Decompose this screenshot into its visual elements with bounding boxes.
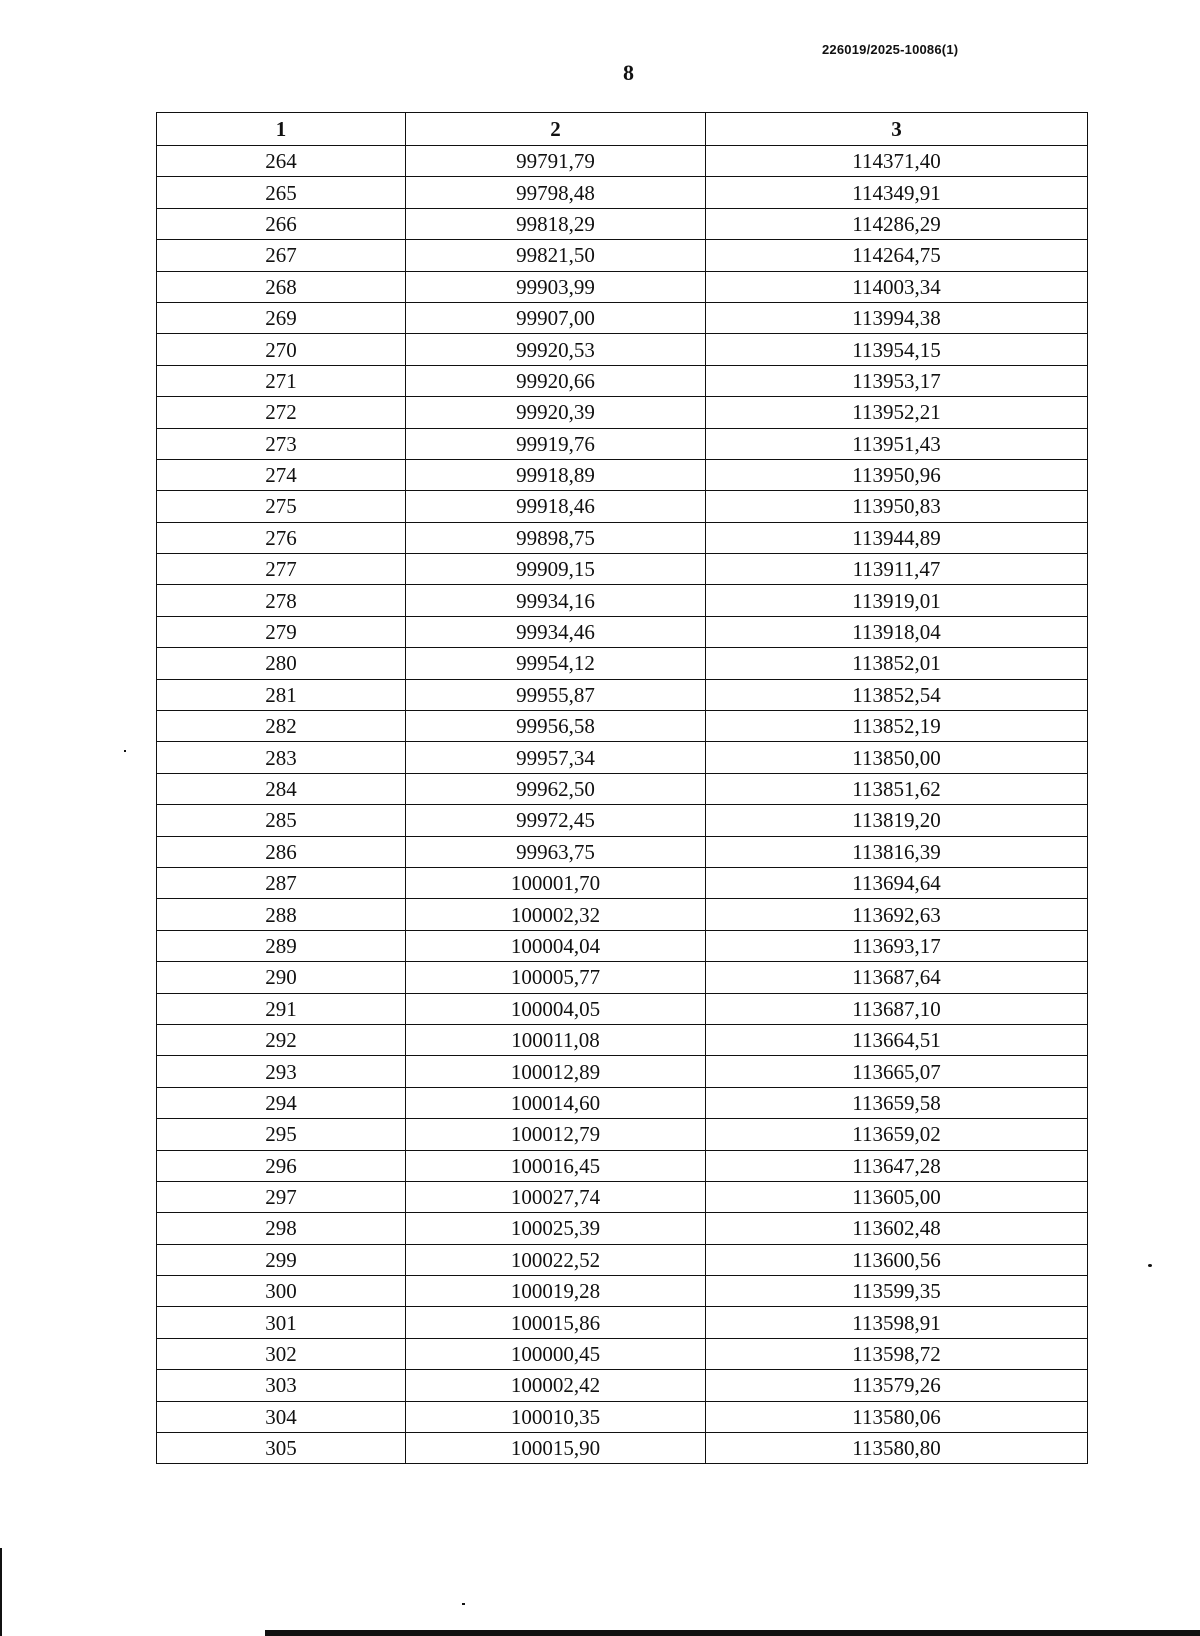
- table-row: [157, 1213, 1088, 1244]
- column-header-3: 3: [706, 113, 1088, 146]
- table-cell-col-1: 287: [157, 867, 406, 898]
- table-cell-col-1: 290: [157, 962, 406, 993]
- table-cell-col-3: 113664,51: [706, 1024, 1088, 1055]
- table-cell-col-3: 113994,38: [706, 302, 1088, 333]
- table-cell-col-2: 99821,50: [406, 240, 706, 271]
- table-cell-col-3: 113819,20: [706, 805, 1088, 836]
- table-cell-col-3: 113911,47: [706, 554, 1088, 585]
- table-cell-col-1: 303: [157, 1370, 406, 1401]
- table-row: [157, 993, 1088, 1024]
- table-row: [157, 1244, 1088, 1275]
- table-cell-col-1: 289: [157, 930, 406, 961]
- table-cell-col-2: 100011,08: [406, 1024, 706, 1055]
- table-cell-col-1: 294: [157, 1087, 406, 1118]
- table-row: [157, 1433, 1088, 1464]
- table-cell-col-2: 99954,12: [406, 648, 706, 679]
- table-cell-col-2: 100015,86: [406, 1307, 706, 1338]
- table-cell-col-1: 280: [157, 648, 406, 679]
- table-cell-col-3: 113953,17: [706, 365, 1088, 396]
- table-cell-col-3: 114371,40: [706, 146, 1088, 177]
- table-cell-col-2: 100027,74: [406, 1181, 706, 1212]
- table-cell-col-1: 276: [157, 522, 406, 553]
- table-cell-col-1: 283: [157, 742, 406, 773]
- table-cell-col-1: 284: [157, 773, 406, 804]
- table-cell-col-2: 100025,39: [406, 1213, 706, 1244]
- table-row: [157, 428, 1088, 459]
- table-cell-col-1: 305: [157, 1433, 406, 1464]
- table-row: [157, 491, 1088, 522]
- column-header-2: 2: [406, 113, 706, 146]
- table-cell-col-2: 99920,53: [406, 334, 706, 365]
- table-cell-col-1: 264: [157, 146, 406, 177]
- table-cell-col-3: 113850,00: [706, 742, 1088, 773]
- table-row: [157, 554, 1088, 585]
- table-row: [157, 1056, 1088, 1087]
- table-cell-col-3: 113918,04: [706, 616, 1088, 647]
- scan-speck: [124, 750, 126, 752]
- table-cell-col-3: 113816,39: [706, 836, 1088, 867]
- scan-bottom-edge: [265, 1630, 1200, 1636]
- table-cell-col-1: 295: [157, 1119, 406, 1150]
- table-cell-col-2: 100012,89: [406, 1056, 706, 1087]
- table-row: [157, 711, 1088, 742]
- page-number: 8: [623, 60, 634, 85]
- table-cell-col-1: 269: [157, 302, 406, 333]
- table-cell-col-2: 100002,32: [406, 899, 706, 930]
- table-header-row: [157, 113, 1088, 146]
- coordinates-table-container: [156, 112, 1087, 1464]
- table-cell-col-1: 273: [157, 428, 406, 459]
- table-row: [157, 334, 1088, 365]
- table-cell-col-2: 100002,42: [406, 1370, 706, 1401]
- scan-speck: [1148, 1264, 1152, 1267]
- table-cell-col-1: 278: [157, 585, 406, 616]
- table-cell-col-1: 302: [157, 1338, 406, 1369]
- table-cell-col-3: 113647,28: [706, 1150, 1088, 1181]
- table-row: [157, 679, 1088, 710]
- table-cell-col-1: 265: [157, 177, 406, 208]
- table-row: [157, 1370, 1088, 1401]
- table-cell-col-2: 99918,89: [406, 459, 706, 490]
- table-cell-col-3: 113659,58: [706, 1087, 1088, 1118]
- table-row: [157, 836, 1088, 867]
- table-cell-col-1: 298: [157, 1213, 406, 1244]
- table-row: [157, 1150, 1088, 1181]
- table-cell-col-3: 113580,06: [706, 1401, 1088, 1432]
- table-row: [157, 1024, 1088, 1055]
- table-cell-col-1: 277: [157, 554, 406, 585]
- table-cell-col-1: 271: [157, 365, 406, 396]
- table-cell-col-3: 114349,91: [706, 177, 1088, 208]
- table-cell-col-2: 100005,77: [406, 962, 706, 993]
- table-cell-col-2: 99791,79: [406, 146, 706, 177]
- table-cell-col-2: 99972,45: [406, 805, 706, 836]
- table-row: [157, 1338, 1088, 1369]
- table-cell-col-2: 99798,48: [406, 177, 706, 208]
- column-header-1: 1: [157, 113, 406, 146]
- table-cell-col-2: 100019,28: [406, 1276, 706, 1307]
- table-cell-col-3: 113950,96: [706, 459, 1088, 490]
- table-cell-col-3: 113852,01: [706, 648, 1088, 679]
- table-cell-col-3: 113687,64: [706, 962, 1088, 993]
- table-cell-col-2: 99963,75: [406, 836, 706, 867]
- table-cell-col-2: 100001,70: [406, 867, 706, 898]
- table-cell-col-2: 99955,87: [406, 679, 706, 710]
- table-cell-col-3: 113687,10: [706, 993, 1088, 1024]
- table-row: [157, 648, 1088, 679]
- table-cell-col-2: 99903,99: [406, 271, 706, 302]
- table-cell-col-2: 99934,16: [406, 585, 706, 616]
- table-row: [157, 146, 1088, 177]
- table-cell-col-1: 296: [157, 1150, 406, 1181]
- table-cell-col-1: 272: [157, 397, 406, 428]
- table-cell-col-2: 99918,46: [406, 491, 706, 522]
- table-cell-col-2: 99957,34: [406, 742, 706, 773]
- table-cell-col-1: 267: [157, 240, 406, 271]
- table-cell-col-2: 100022,52: [406, 1244, 706, 1275]
- table-cell-col-3: 113599,35: [706, 1276, 1088, 1307]
- table-cell-col-2: 100012,79: [406, 1119, 706, 1150]
- table-row: [157, 271, 1088, 302]
- table-cell-col-2: 99934,46: [406, 616, 706, 647]
- scan-left-edge: [0, 1548, 2, 1636]
- table-row: [157, 1401, 1088, 1432]
- table-cell-col-1: 268: [157, 271, 406, 302]
- table-cell-col-3: 113692,63: [706, 899, 1088, 930]
- table-cell-col-3: 113600,56: [706, 1244, 1088, 1275]
- table-row: [157, 240, 1088, 271]
- table-row: [157, 899, 1088, 930]
- table-cell-col-2: 99919,76: [406, 428, 706, 459]
- table-row: [157, 522, 1088, 553]
- table-row: [157, 616, 1088, 647]
- table-row: [157, 302, 1088, 333]
- table-cell-col-2: 100015,90: [406, 1433, 706, 1464]
- table-cell-col-3: 113944,89: [706, 522, 1088, 553]
- table-cell-col-3: 113852,19: [706, 711, 1088, 742]
- table-cell-col-3: 113580,80: [706, 1433, 1088, 1464]
- table-cell-col-2: 99898,75: [406, 522, 706, 553]
- table-cell-col-1: 275: [157, 491, 406, 522]
- table-cell-col-2: 100010,35: [406, 1401, 706, 1432]
- table-cell-col-3: 113598,91: [706, 1307, 1088, 1338]
- table-row: [157, 1119, 1088, 1150]
- table-cell-col-1: 293: [157, 1056, 406, 1087]
- table-cell-col-1: 270: [157, 334, 406, 365]
- table-cell-col-1: 301: [157, 1307, 406, 1338]
- table-cell-col-2: 99920,39: [406, 397, 706, 428]
- table-cell-col-1: 292: [157, 1024, 406, 1055]
- table-cell-col-3: 113694,64: [706, 867, 1088, 898]
- table-cell-col-3: 113852,54: [706, 679, 1088, 710]
- table-cell-col-3: 113952,21: [706, 397, 1088, 428]
- table-row: [157, 1087, 1088, 1118]
- table-cell-col-2: 99962,50: [406, 773, 706, 804]
- table-cell-col-3: 113605,00: [706, 1181, 1088, 1212]
- table-cell-col-3: 113954,15: [706, 334, 1088, 365]
- table-cell-col-1: 291: [157, 993, 406, 1024]
- table-row: [157, 742, 1088, 773]
- table-row: [157, 365, 1088, 396]
- table-cell-col-1: 286: [157, 836, 406, 867]
- table-cell-col-3: 114264,75: [706, 240, 1088, 271]
- table-cell-col-2: 99956,58: [406, 711, 706, 742]
- table-row: [157, 177, 1088, 208]
- table-cell-col-1: 281: [157, 679, 406, 710]
- table-cell-col-3: 113659,02: [706, 1119, 1088, 1150]
- table-cell-col-2: 99907,00: [406, 302, 706, 333]
- table-cell-col-3: 114286,29: [706, 208, 1088, 239]
- table-cell-col-3: 114003,34: [706, 271, 1088, 302]
- table-cell-col-2: 99818,29: [406, 208, 706, 239]
- table-cell-col-2: 100014,60: [406, 1087, 706, 1118]
- table-row: [157, 397, 1088, 428]
- table-cell-col-1: 297: [157, 1181, 406, 1212]
- table-cell-col-1: 285: [157, 805, 406, 836]
- table-row: [157, 1307, 1088, 1338]
- table-row: [157, 805, 1088, 836]
- table-row: [157, 962, 1088, 993]
- table-cell-col-1: 274: [157, 459, 406, 490]
- table-cell-col-2: 99920,66: [406, 365, 706, 396]
- table-row: [157, 867, 1088, 898]
- table-cell-col-2: 100016,45: [406, 1150, 706, 1181]
- table-cell-col-3: 113950,83: [706, 491, 1088, 522]
- coordinates-table: [156, 112, 1088, 1464]
- table-cell-col-3: 113598,72: [706, 1338, 1088, 1369]
- table-row: [157, 1276, 1088, 1307]
- table-cell-col-3: 113851,62: [706, 773, 1088, 804]
- table-cell-col-1: 266: [157, 208, 406, 239]
- table-row: [157, 1181, 1088, 1212]
- table-body: [157, 146, 1088, 1464]
- table-row: [157, 585, 1088, 616]
- table-cell-col-1: 282: [157, 711, 406, 742]
- table-cell-col-1: 279: [157, 616, 406, 647]
- table-cell-col-3: 113602,48: [706, 1213, 1088, 1244]
- table-row: [157, 208, 1088, 239]
- table-cell-col-3: 113951,43: [706, 428, 1088, 459]
- table-row: [157, 773, 1088, 804]
- scan-speck: [462, 1603, 465, 1605]
- table-cell-col-2: 100004,04: [406, 930, 706, 961]
- table-cell-col-3: 113579,26: [706, 1370, 1088, 1401]
- table-cell-col-1: 300: [157, 1276, 406, 1307]
- table-cell-col-3: 113693,17: [706, 930, 1088, 961]
- table-cell-col-3: 113919,01: [706, 585, 1088, 616]
- document-reference-number: 226019/2025-10086(1): [822, 42, 959, 57]
- table-cell-col-2: 100000,45: [406, 1338, 706, 1369]
- table-cell-col-2: 99909,15: [406, 554, 706, 585]
- table-cell-col-1: 299: [157, 1244, 406, 1275]
- table-cell-col-1: 304: [157, 1401, 406, 1432]
- table-cell-col-1: 288: [157, 899, 406, 930]
- table-row: [157, 930, 1088, 961]
- table-row: [157, 459, 1088, 490]
- table-cell-col-3: 113665,07: [706, 1056, 1088, 1087]
- table-cell-col-2: 100004,05: [406, 993, 706, 1024]
